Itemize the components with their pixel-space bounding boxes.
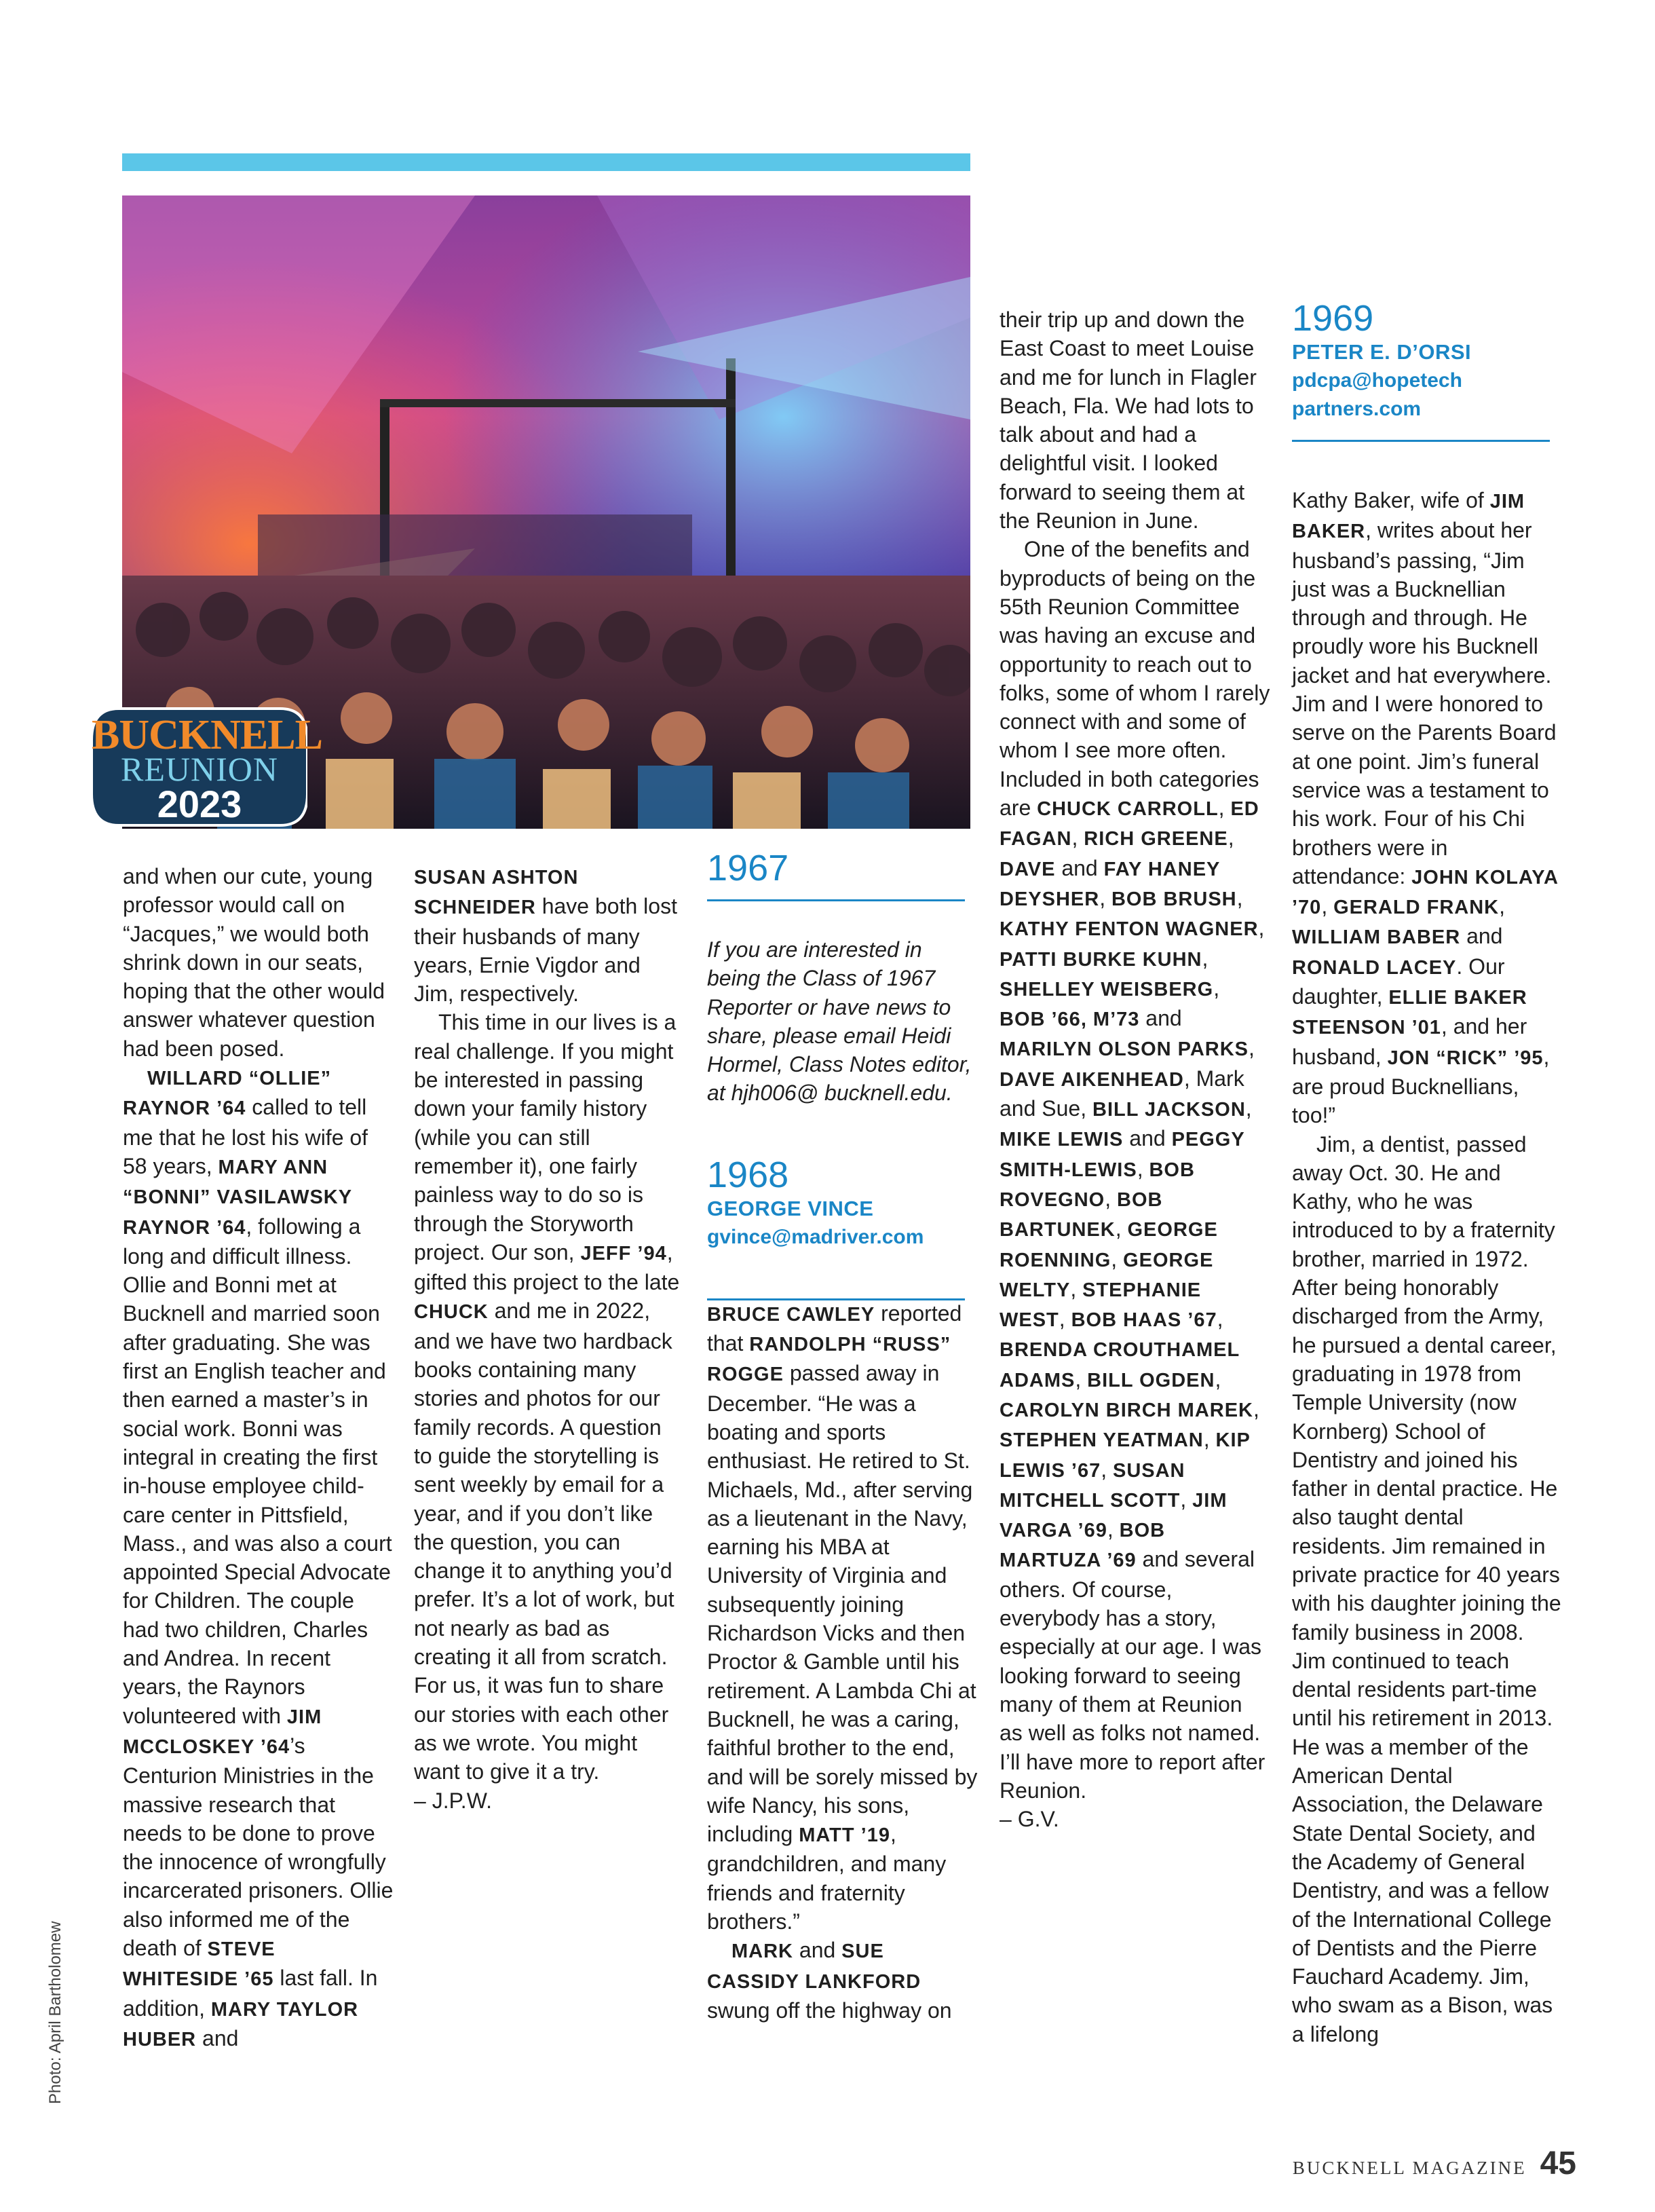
text: ,	[1213, 975, 1220, 1000]
rule-1967	[707, 899, 965, 901]
text: , grandchildren, and many friends and fraternity brothers.”	[707, 1822, 947, 1934]
text: One of the benefits and byproducts of being on the 55th Reunion Committee was having an excuse and opportunity to reach out to folks, some of whom I rarely connect with and some of whom I see more often. Included in both categories are	[1000, 537, 1270, 821]
col1-paragraph-2	[123, 1063, 394, 2054]
name: SUE CASSIDY LANKFORD	[707, 1941, 921, 1993]
name: MARK	[731, 1941, 793, 1963]
col2-paragraph-1	[414, 862, 685, 1008]
col1-paragraph-1: and when our cute, young professor would call on “Jacques,” we would both shrink down in our seats, hoping that the other would answer whatever question had been posed.	[123, 864, 385, 1061]
name: BILL JACKSON	[1092, 1099, 1246, 1121]
name: BOB MARTUZA ’69	[1000, 1520, 1166, 1572]
name: MIKE LEWIS	[1000, 1129, 1124, 1151]
text: , and her husband,	[1292, 1014, 1527, 1069]
text: , Mark and Sue,	[1000, 1066, 1244, 1121]
col3-paragraph-1	[707, 1299, 978, 1936]
name: BILL OGDEN	[1087, 1369, 1215, 1391]
name: GERALD FRANK	[1333, 897, 1500, 919]
name: MARILYN OLSON PARKS	[1000, 1038, 1249, 1061]
name: JON “RICK” ’95	[1387, 1047, 1544, 1069]
class-year-1967: 1967	[707, 848, 789, 888]
name: FAY HANEY DEYSHER	[1000, 858, 1220, 910]
text: and	[1460, 924, 1503, 949]
name: GEORGE WELTY	[1000, 1249, 1214, 1301]
magazine-name: BUCKNELL MAGAZINE	[1292, 2158, 1527, 2178]
name: MARY TAYLOR HUBER	[123, 1998, 359, 2050]
text: , writes about her husband’s passing, “Jim just was a Bucknellian through and through. He proudly wore his Bucknell jacket and hat everywhere. Jim and I were honored to serve on the Parents Board at one point. Jim’s funeral service was a testament to his work. Four of his Chi brothers were in attendance:	[1292, 518, 1557, 888]
name: STEPHANIE WEST	[1000, 1279, 1202, 1332]
col5-paragraph-2: Jim, a dentist, passed away Oct. 30. He and Kathy, who he was introduced to by a fraternity brother, married in 1972. After being honorably discharged from the Army, he pursued a dental career, graduating in 1978 from Temple University (now Kornberg) School of Dentistry and joined his father in dental practice. He also taught dental residents. Jim remained in private practice for 40 years with his daughter joining the family business in 2008. Jim continued to teach dental residents part-time until his retirement in 2013. He was a member of the American Dental Association, the Delaware State Dental Society, and the Academy of General Dentistry, and was a fellow of the International College of Dentists and the Pierre Fauchard Academy. Jim, who swam as a Bison, was a lifelong	[1292, 1131, 1561, 2046]
col5-paragraph-1	[1292, 486, 1563, 1130]
column-3	[707, 848, 978, 2025]
class-1969-correspondent: PETER E. D’ORSI	[1292, 340, 1472, 364]
column-5	[1292, 486, 1563, 2048]
col2-paragraph-2	[414, 1008, 685, 1786]
text: ,	[1228, 825, 1234, 850]
name: BOB HAAS ’67	[1071, 1309, 1217, 1332]
name: CHUCK	[414, 1301, 489, 1324]
badge-line-bucknell: BUCKNELL	[92, 712, 322, 758]
class-1968-correspondent: GEORGE VINCE	[707, 1196, 874, 1220]
text: and	[1123, 1126, 1172, 1151]
name: JIM MCCLOSKEY ’64	[123, 1706, 322, 1758]
text: ,	[1218, 795, 1231, 821]
name: MARY ANN “BONNI” VASILAWSKY RAYNOR ’64	[123, 1156, 352, 1239]
name: PATTI BURKE KUHN	[1000, 948, 1202, 971]
name: JEFF ’94	[580, 1242, 667, 1264]
text: ,	[1217, 1307, 1223, 1332]
rule-1969	[1292, 440, 1550, 442]
top-accent-bar	[122, 153, 970, 171]
name: JIM BAKER	[1292, 491, 1525, 543]
text: , gifted this project to the late	[414, 1239, 680, 1295]
text: ,	[1249, 1036, 1255, 1061]
col4-paragraph-1: their trip up and down the East Coast to meet Louise and me for lunch in Flagler Beach, Fla. We had lots to talk about and had a delightful visit. I looked forward to seeing them at the Reunion in June.	[1000, 307, 1257, 533]
text: and	[196, 2025, 239, 2050]
text: ,	[1107, 1517, 1120, 1542]
text: ,	[1321, 894, 1334, 919]
text: reported that	[707, 1300, 962, 1356]
name: GEORGE ROENNING	[1000, 1219, 1218, 1271]
text: have both lost their husbands of many years, Ernie Vigdor and Jim, respectively.	[414, 894, 677, 1007]
text: ,	[1245, 1096, 1252, 1121]
name: BRENDA CROUTHAMEL ADAMS	[1000, 1339, 1240, 1391]
column-2	[414, 862, 685, 1815]
name: STEPHEN YEATMAN	[1000, 1429, 1204, 1452]
text: ,	[1215, 1366, 1221, 1391]
text: ,	[1258, 916, 1265, 941]
text: This time in our lives is a real challenge. If you might be interested in passing down your family history (while you can still remember it), one fairly painless way to do so is through the Storyworth project. Our son,	[414, 1010, 677, 1264]
text: Kathy Baker, wife of	[1292, 488, 1490, 512]
name: RANDOLPH “RUSS” ROGGE	[707, 1334, 951, 1386]
name: WILLIAM BABER	[1292, 926, 1461, 949]
text: ,	[1202, 945, 1209, 971]
name: JIM VARGA ’69	[1000, 1489, 1228, 1542]
text: ,	[1203, 1427, 1216, 1452]
name: KIP LEWIS ’67	[1000, 1429, 1251, 1482]
badge-line-year: 2023	[157, 783, 242, 825]
name: RONALD LACEY	[1292, 956, 1457, 979]
text: , are proud Bucknellians, too!”	[1292, 1044, 1550, 1128]
col4-signoff: – G.V.	[1000, 1807, 1059, 1832]
text: ,	[1070, 1276, 1083, 1301]
text: and	[1139, 1006, 1182, 1031]
class-1968-email[interactable]: gvince@madriver.com	[707, 1225, 924, 1248]
text: ,	[1105, 1186, 1118, 1211]
page-number: 45	[1540, 2145, 1576, 2181]
class-1969-email-line-1[interactable]: pdcpa@hopetech	[1292, 369, 1462, 392]
text: ,	[1180, 1486, 1193, 1512]
text: ,	[1075, 1366, 1088, 1391]
rule-1968	[707, 1298, 965, 1300]
text: ,	[1101, 1457, 1113, 1482]
text: ,	[1059, 1307, 1071, 1332]
class-1967-note: If you are interested in being the Class of 1967 Reporter or have news to share, please email Heidi Hormel, Class Notes editor, at hjh006@ bucknell.edu.	[707, 937, 972, 1106]
text: ,	[1115, 1216, 1128, 1241]
class-year-1968: 1968	[707, 1154, 789, 1195]
text: ,	[1499, 894, 1505, 919]
column-4	[1000, 305, 1271, 1833]
text: ’s Centurion Ministries in the massive research that needs to be done to prove the innocence of wrongfully incarcerated prisoners. Ollie also informed me of the death of	[123, 1733, 394, 1960]
name: CAROLYN BIRCH MAREK	[1000, 1399, 1253, 1421]
text: ,	[1236, 885, 1243, 910]
badge-line-reunion: REUNION	[121, 750, 278, 788]
name: WILLARD “OLLIE” RAYNOR ’64	[123, 1068, 332, 1120]
text: ,	[1071, 825, 1084, 850]
text: ,	[1111, 1246, 1124, 1271]
text: passed away in December. “He was a boating and sports enthusiast. He retired to St. Michaels, Md., after serving as a lieutenant in the Navy, earning his MBA at University of Virginia and subsequently joining Richardson Vicks and then Proctor & Gamble until his retirement. A Lambda Chi at Bucknell, he was a caring, faithful brother to the end, and will be sorely missed by wife Nancy, his sons, including	[707, 1361, 978, 1847]
column-1	[123, 862, 394, 2054]
col2-signoff: – J.P.W.	[414, 1788, 493, 1813]
text: and	[793, 1938, 842, 1963]
name: CHUCK CARROLL	[1037, 798, 1219, 821]
text: ,	[1253, 1396, 1259, 1421]
text: , following a long and difficult illness. Ollie and Bonni met at Bucknell and married soon after graduating. She was first an English teacher and then earned a master’s in social work. Bonni was integral in creating the first in-house employee child-care center in Pittsfield, Mass., and was also a court appointed Special Advocate for Children. The couple had two children, Charles and Andrea. In recent years, the Raynors volunteered with	[123, 1214, 392, 1728]
photo-credit: Photo: April Bartholomew	[46, 1921, 64, 2104]
text: swung off the highway on	[707, 1998, 952, 2023]
name: SHELLEY WEISBERG	[1000, 978, 1214, 1000]
text: . Our daughter,	[1292, 954, 1505, 1009]
name: BOB ROVEGNO	[1000, 1159, 1195, 1211]
reunion-badge-text	[92, 706, 322, 828]
name: BOB BARTUNEK	[1000, 1188, 1163, 1241]
name: JOHN KOLAYA ’70	[1292, 866, 1558, 919]
name: RICH GREENE	[1084, 828, 1228, 850]
class-1969-email-line-2[interactable]: partners.com	[1292, 398, 1422, 420]
class-1969-header	[1292, 299, 1563, 424]
name: SUSAN ASHTON SCHNEIDER	[414, 867, 579, 919]
col3-paragraph-2	[707, 1936, 978, 2025]
text: and several others. Of course, everybody has a story, especially at our age. I was looking forward to seeing many of them at Reunion as well as folks not named. I’ll have more to report after Reunion.	[1000, 1547, 1266, 1803]
name: PEGGY SMITH-LEWIS	[1000, 1129, 1245, 1181]
name: BRUCE CAWLEY	[707, 1303, 875, 1326]
name: DAVE AIKENHEAD	[1000, 1068, 1184, 1091]
class-year-1969: 1969	[1292, 298, 1374, 339]
name: ED FAGAN	[1000, 798, 1259, 850]
text: last fall. In addition,	[123, 1966, 378, 2021]
text: ,	[1137, 1156, 1149, 1181]
name: KATHY FENTON WAGNER	[1000, 918, 1259, 941]
text: called to tell me that he lost his wife of 58 years,	[123, 1095, 368, 1178]
name: BOB ’66, M’73	[1000, 1009, 1140, 1031]
name: STEVE WHITESIDE ’65	[123, 1938, 275, 1991]
col4-paragraph-2	[1000, 535, 1271, 1805]
text: ,	[1099, 885, 1111, 910]
name: BOB BRUSH	[1111, 888, 1237, 910]
name: MATT ’19	[799, 1824, 890, 1847]
page-footer	[1293, 2145, 1576, 2182]
text: and me in 2022, and we have two hardback books containing many stories and photos for our family records. A question to guide the storytelling is sent weekly by email for a year, and if you don’t like the question, you can change it to anything you’d prefer. It’s a lot of work, but not nearly as bad as creating it all from scratch. For us, it was fun to share our stories with each other as we wrote. You might want to give it a try.	[414, 1298, 674, 1784]
name: ELLIE BAKER STEENSON ’01	[1292, 987, 1527, 1039]
name: DAVE	[1000, 858, 1056, 880]
name: SUSAN MITCHELL SCOTT	[1000, 1459, 1185, 1512]
text: and	[1055, 855, 1104, 880]
